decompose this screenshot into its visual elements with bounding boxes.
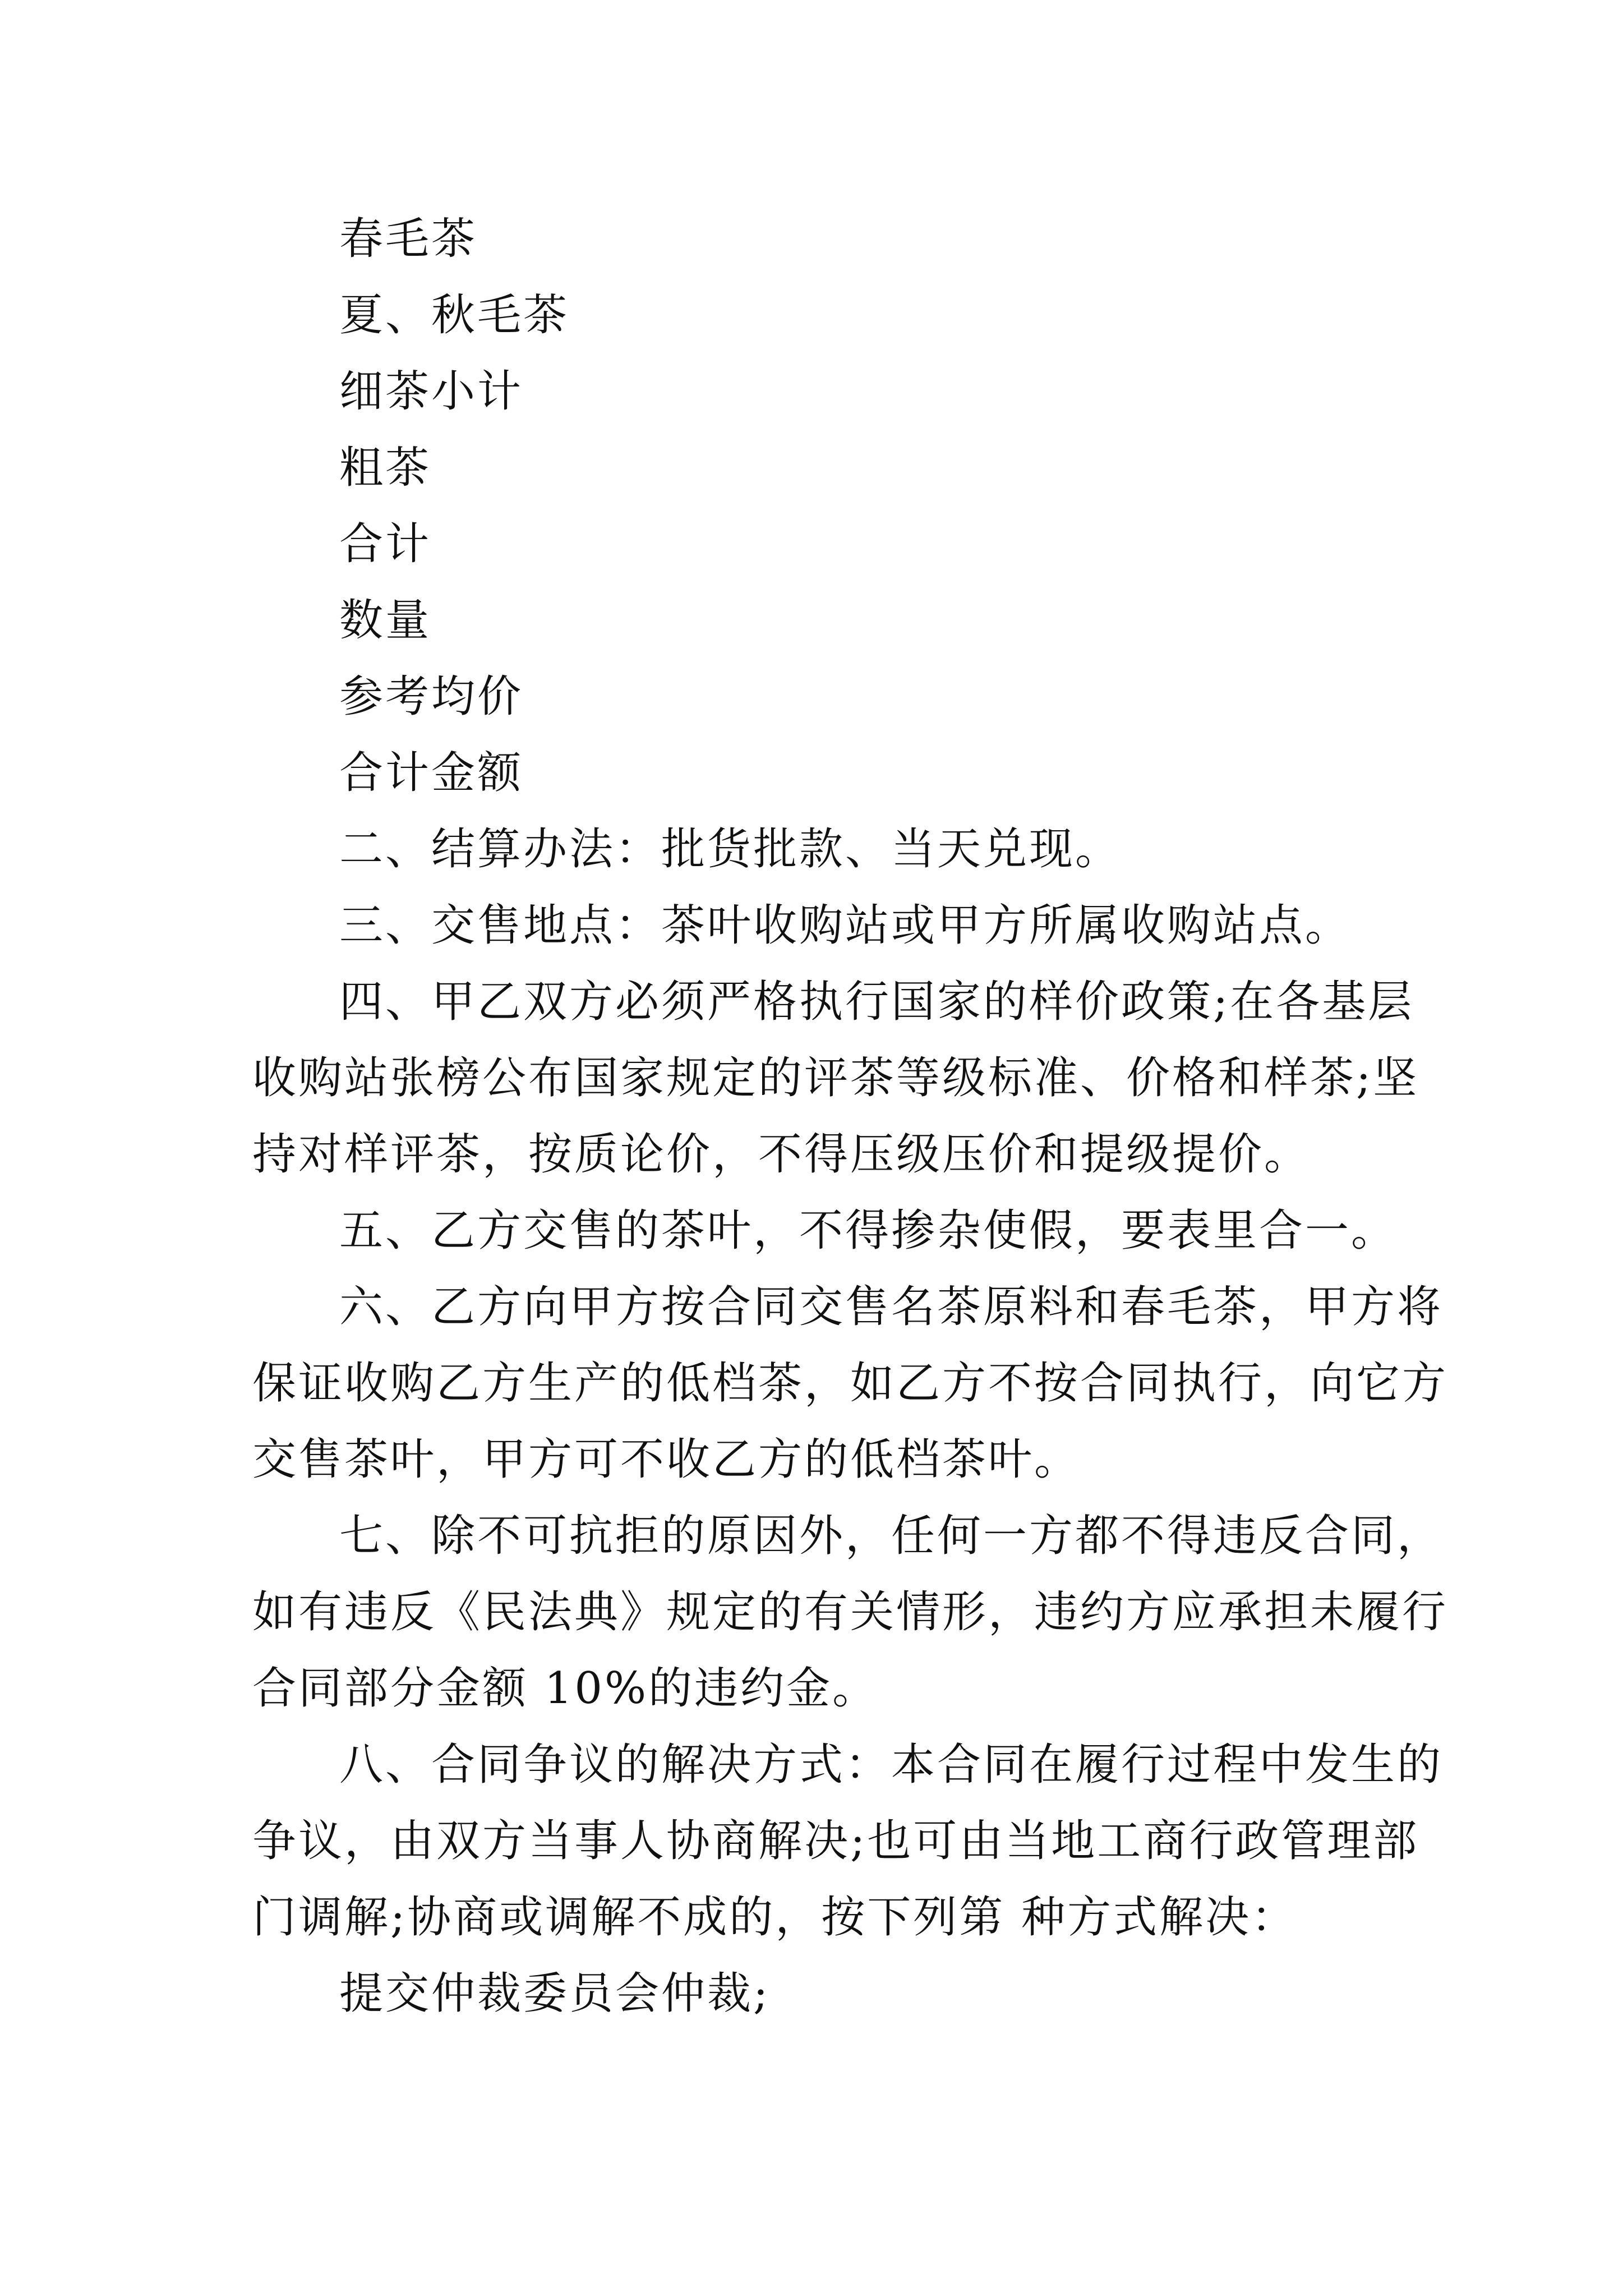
list-item: 粗茶 — [339, 443, 432, 493]
clause-pricing-line: 四、甲乙双方必须严格执行国家的样价政策;在各基层 — [339, 977, 1414, 1027]
list-item: 细茶小计 — [339, 366, 524, 417]
list-item: 数量 — [339, 595, 432, 646]
clause-quality: 五、乙方交售的茶叶，不得掺杂使假，要表里合一。 — [339, 1205, 1398, 1256]
clause-pricing-line: 收购站张榜公布国家规定的评茶等级标准、价格和样茶;坚 — [252, 1053, 1419, 1103]
list-item: 春毛茶 — [339, 214, 478, 264]
list-item: 合计 — [339, 519, 432, 569]
clause-breach-line: 七、除不可抗拒的原因外，任何一方都不得违反合同， — [339, 1511, 1444, 1561]
list-item: 夏、秋毛茶 — [339, 290, 570, 341]
clause-dispute-line: 门调解;协商或调解不成的，按下列第 种方式解决： — [252, 1892, 1298, 1943]
clause-pricing-line: 持对样评茶，按质论价，不得压级压价和提级提价。 — [252, 1129, 1311, 1180]
clause-settlement: 二、结算办法：批货批款、当天兑现。 — [339, 824, 1122, 875]
clause-supply-line: 保证收购乙方生产的低档茶，如乙方不按合同执行，向它方 — [252, 1358, 1449, 1409]
clause-supply-line: 交售茶叶，甲方可不收乙方的低档茶叶。 — [252, 1434, 1081, 1485]
list-item: 参考均价 — [339, 671, 524, 722]
clause-supply-line: 六、乙方向甲方按合同交售名茶原料和春毛茶，甲方将 — [339, 1282, 1444, 1332]
clause-breach-line: 合同部分金额 10%的违约金。 — [252, 1663, 879, 1714]
clause-breach-line: 如有违反《民法典》规定的有关情形，违约方应承担未履行 — [252, 1587, 1449, 1637]
document-body — [252, 201, 1449, 2032]
dispute-option-arbitration: 提交仲裁委员会仲裁; — [339, 1968, 771, 2019]
clause-dispute-line: 八、合同争议的解决方式：本合同在履行过程中发生的 — [339, 1740, 1444, 1790]
list-item: 合计金额 — [339, 748, 524, 798]
clause-dispute-line: 争议，由双方当事人协商解决;也可由当地工商行政管理部 — [252, 1816, 1419, 1866]
clause-delivery-location: 三、交售地点：茶叶收购站或甲方所属收购站点。 — [339, 900, 1352, 951]
